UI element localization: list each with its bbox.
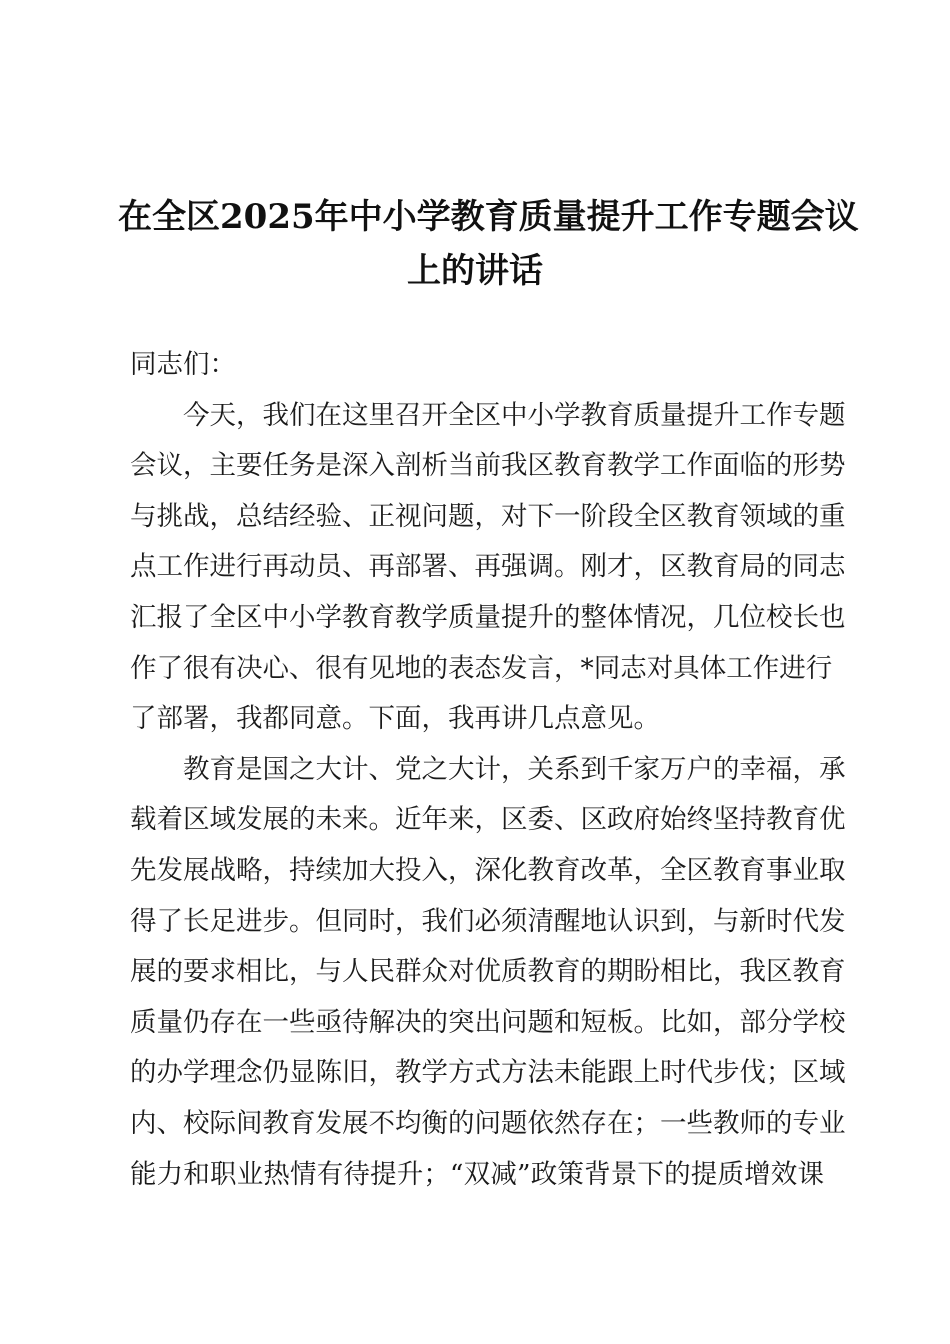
paragraph-line: 汇报了全区中小学教育教学质量提升的整体情况，几位校长也 bbox=[130, 601, 846, 633]
paragraph-line: 先发展战略，持续加大投入，深化教育改革，全区教育事业取 bbox=[130, 854, 846, 886]
paragraph-line: 载着区域发展的未来。近年来，区委、区政府始终坚持教育优 bbox=[130, 804, 846, 836]
paragraph-line: 点工作进行再动员、再部署、再强调。刚才，区教育局的同志 bbox=[130, 551, 846, 583]
title-line-1: 在全区2025年中小学教育质量提升工作专题会议 bbox=[118, 197, 859, 237]
title-line-2: 上的讲话 bbox=[407, 251, 543, 291]
paragraph-line: 会议，主要任务是深入剖析当前我区教育教学工作面临的形势 bbox=[130, 450, 846, 482]
paragraph-1 bbox=[130, 391, 846, 745]
paragraph-line: 作了很有决心、很有见地的表态发言，*同志对具体工作进行 bbox=[130, 652, 833, 684]
document-body bbox=[130, 340, 846, 1200]
paragraph-line: 质量仍存在一些亟待解决的突出问题和短板。比如，部分学校 bbox=[130, 1006, 846, 1038]
paragraph-line: 与挑战，总结经验、正视问题，对下一阶段全区教育领域的重 bbox=[130, 500, 846, 532]
paragraph-line: 了部署，我都同意。下面，我再讲几点意见。 bbox=[130, 703, 660, 735]
paragraph-line: 展的要求相比，与人民群众对优质教育的期盼相比，我区教育 bbox=[130, 956, 846, 988]
paragraph-line: 得了长足进步。但同时，我们必须清醒地认识到，与新时代发 bbox=[130, 905, 846, 937]
salutation: 同志们： bbox=[130, 349, 236, 380]
paragraph-line: 的办学理念仍显陈旧，教学方式方法未能跟上时代步伐；区域 bbox=[130, 1057, 846, 1089]
paragraph-line: 内、校际间教育发展不均衡的问题依然存在；一些教师的专业 bbox=[130, 1107, 846, 1139]
paragraph-2 bbox=[130, 745, 846, 1200]
paragraph-line: 今天，我们在这里召开全区中小学教育质量提升工作专题 bbox=[183, 399, 846, 431]
paragraph-line: 能力和职业热情有待提升；“双减”政策背景下的提质增效课 bbox=[130, 1158, 824, 1190]
paragraph-line: 教育是国之大计、党之大计，关系到千家万户的幸福，承 bbox=[183, 753, 846, 785]
document-title bbox=[118, 190, 859, 298]
